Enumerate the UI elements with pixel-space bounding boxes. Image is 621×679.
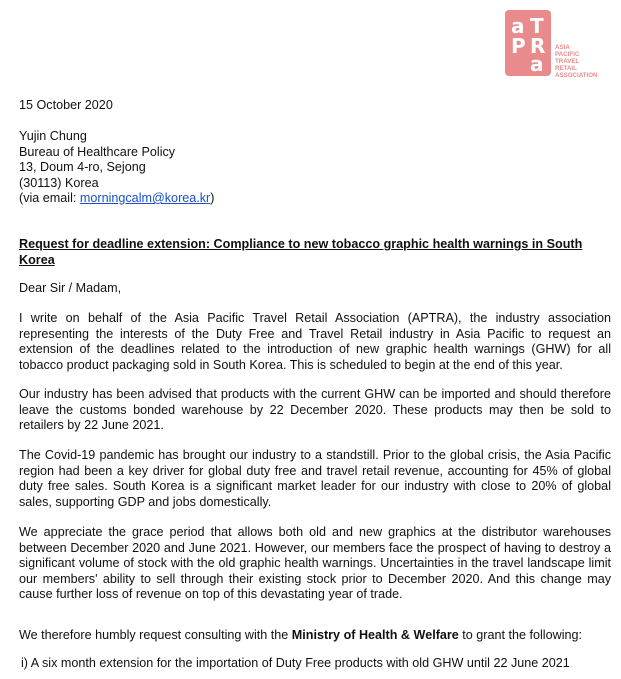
recipient-postal: (30113) Korea — [19, 175, 99, 190]
logo-letter: P — [511, 34, 526, 58]
recipient-email-line: (via email: morningcalm@korea.kr) — [19, 191, 215, 205]
aptra-logo-mark — [505, 10, 551, 76]
logo-letter: T — [530, 14, 544, 38]
request-list-item: i) A six month extension for the importation of Duty Free products with old GHW until 22 June 2021 — [21, 656, 570, 670]
body-paragraph: I write on behalf of the Asia Pacific Travel Retail Association (APTRA), the industry association representing the interests of the Duty Free and Travel Retail industry in Asia Pacific to request an extension of the deadlines related to the introduction of new graphic health warnings (GHW) for all tobacco product packaging sold in South Korea. This is scheduled to begin at the end of this year. — [19, 311, 611, 372]
salutation: Dear Sir / Madam, — [19, 281, 122, 295]
letter-subject: Request for deadline extension: Compliance to new tobacco graphic health warnings in South Korea — [19, 237, 583, 267]
body-paragraph: Our industry has been advised that products with the current GHW can be imported and should therefore leave the customs bonded warehouse by 22 December 2020. These products may then be sold to retailers by 22 June 2021. — [19, 387, 611, 432]
recipient-street: 13, Doum 4-ro, Sejong — [19, 160, 146, 174]
body-paragraph: The Covid-19 pandemic has brought our industry to a standstill. Prior to the global crisis, the Asia Pacific region had been a key driver for global duty free and travel retail revenue, accounting for 45% of global duty free sales. South Korea is a significant market leader for our industry with close to 20% of global sales, supporting GDP and jobs domestically. — [19, 448, 611, 509]
logo-wordmark: ASIA PACIFIC TRAVEL RETAIL ASSOCIATION — [555, 44, 598, 79]
logo-letter: a — [511, 14, 525, 38]
letter-date: 15 October 2020 — [19, 98, 113, 112]
recipient-name: Yujin Chung — [19, 129, 87, 143]
recipient-department: Bureau of Healthcare Policy — [19, 144, 176, 159]
logo-letter: R — [530, 34, 546, 58]
logo-letter: a — [530, 52, 544, 76]
ministry-name: Ministry of Health & Welfare — [291, 628, 459, 642]
aptra-logo — [505, 10, 615, 78]
email-link[interactable]: morningcalm@korea.kr — [79, 191, 211, 205]
recipient-address — [19, 129, 611, 207]
request-paragraph: We therefore humbly request consulting with the Ministry of Health & Welfare to grant the following: — [19, 628, 583, 642]
body-paragraph: We appreciate the grace period that allows both old and new graphics at the distributor warehouses between December 2020 and June 2021. However, our members face the prospect of having to destroy a significant volume of stock with the old graphic health warnings. Uncertainties in the travel landscape limit our members' ability to sell through their existing stock prior to December 2020. And this change may cause further loss of revenue on top of this devastating year of trade. — [19, 525, 611, 601]
